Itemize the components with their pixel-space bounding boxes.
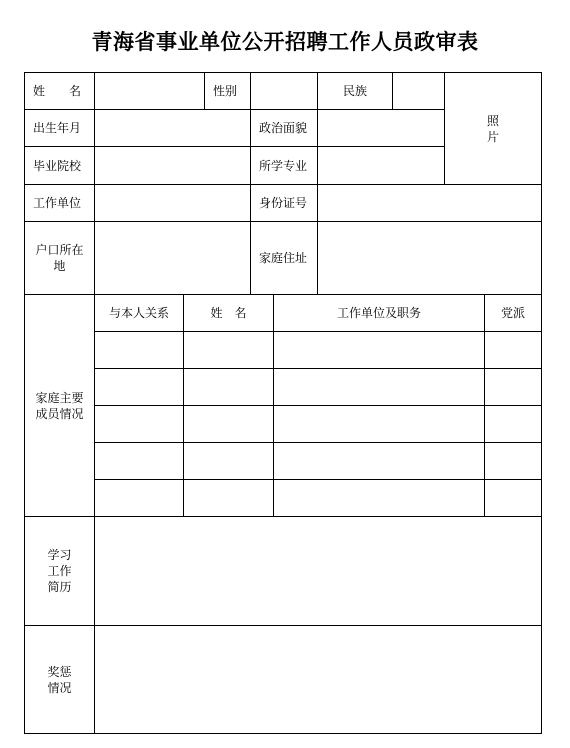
family-cell[interactable] [95,443,184,480]
family-cell[interactable] [485,332,542,369]
id-number-field[interactable] [318,185,542,222]
family-header-name: 姓 名 [184,295,274,332]
resume-label: 学习 工作 简历 [25,517,95,626]
ethnicity-label: 民族 [318,73,393,110]
family-cell[interactable] [95,332,184,369]
birth-date-label: 出生年月 [25,110,95,147]
photo-box[interactable]: 照 片 [445,73,542,185]
family-cell[interactable] [95,480,184,517]
family-section-label: 家庭主要 成员情况 [25,295,95,517]
major-label: 所学专业 [251,147,318,185]
hukou-label: 户口所在 地 [25,222,95,295]
rewards-field[interactable] [95,626,542,734]
home-address-label: 家庭住址 [251,222,318,295]
family-header-party: 党派 [485,295,542,332]
family-cell[interactable] [95,406,184,443]
name-label: 姓 名 [25,73,95,110]
family-cell[interactable] [485,406,542,443]
resume-field[interactable] [95,517,542,626]
family-header-workplace: 工作单位及职务 [274,295,485,332]
family-cell[interactable] [274,406,485,443]
school-label: 毕业院校 [25,147,95,185]
family-cell[interactable] [485,369,542,406]
employer-label: 工作单位 [25,185,95,222]
family-cell[interactable] [184,369,274,406]
name-field[interactable] [95,73,205,110]
political-status-field[interactable] [318,110,445,147]
political-status-label: 政治面貌 [251,110,318,147]
id-number-label: 身份证号 [251,185,318,222]
family-cell[interactable] [184,406,274,443]
family-cell[interactable] [485,480,542,517]
school-field[interactable] [95,147,251,185]
hukou-field[interactable] [95,222,251,295]
family-cell[interactable] [274,332,485,369]
family-cell[interactable] [274,369,485,406]
family-cell[interactable] [184,443,274,480]
family-cell[interactable] [95,369,184,406]
birth-date-field[interactable] [95,110,251,147]
family-header-relation: 与本人关系 [95,295,184,332]
rewards-label: 奖惩 情况 [25,626,95,734]
gender-field[interactable] [251,73,318,110]
family-cell[interactable] [274,480,485,517]
gender-label: 性别 [205,73,251,110]
home-address-field[interactable] [318,222,542,295]
major-field[interactable] [318,147,445,185]
ethnicity-field[interactable] [393,73,445,110]
employer-field[interactable] [95,185,251,222]
form-title: 青海省事业单位公开招聘工作人员政审表 [91,29,479,54]
family-cell[interactable] [184,332,274,369]
family-cell[interactable] [184,480,274,517]
family-cell[interactable] [485,443,542,480]
family-cell[interactable] [274,443,485,480]
